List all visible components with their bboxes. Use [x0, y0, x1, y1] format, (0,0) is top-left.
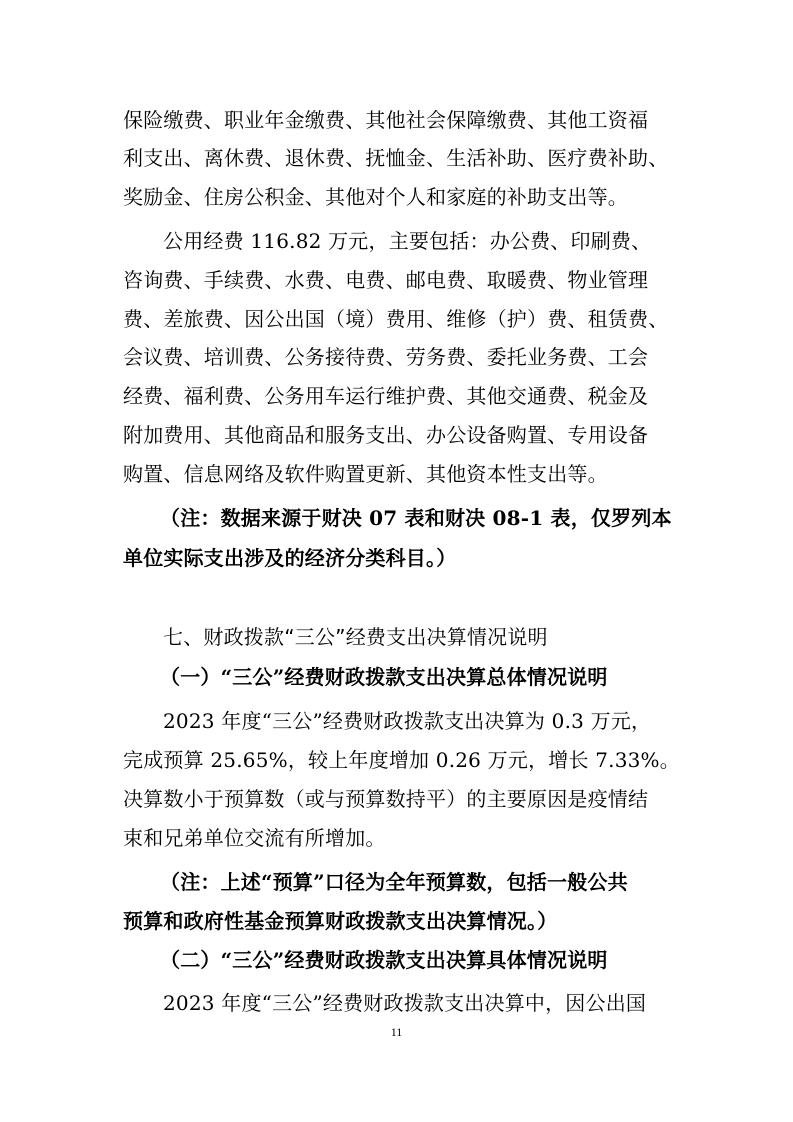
body-text-line: 利支出、离休费、退休费、抚恤金、生活补助、医疗费补助、	[123, 146, 669, 170]
body-text-line: 保险缴费、职业年金缴费、其他社会保障缴费、其他工资福	[123, 108, 649, 132]
body-text-line: 附加费用、其他商品和服务支出、办公设备购置、专用设备	[123, 423, 649, 447]
body-text-line: 公用经费 116.82 万元，主要包括：办公费、印刷费、	[163, 229, 652, 253]
note-line: （注：数据来源于财决 07 表和财决 08-1 表，仅罗列本	[160, 506, 672, 530]
section-heading: 七、财政拨款“三公”经费支出决算情况说明	[163, 625, 548, 649]
body-text-line: 完成预算 25.65%，较上年度增加 0.26 万元，增长 7.33%。	[123, 748, 680, 772]
body-text-line: 2023 年度“三公”经费财政拨款支出决算为 0.3 万元，	[163, 709, 652, 733]
page-number: 11	[390, 1025, 403, 1039]
body-text-line: 束和兄弟单位交流有所增加。	[123, 826, 386, 850]
subsection-heading: （二）“三公”经费财政拨款支出决算具体情况说明	[160, 948, 608, 972]
body-text-line: 2023 年度“三公”经费财政拨款支出决算中，因公出国	[163, 991, 647, 1015]
note-line: 单位实际支出涉及的经济分类科目。）	[123, 546, 457, 570]
note-line: 预算和政府性基金预算财政拨款支出决算情况。）	[123, 909, 558, 933]
body-text-line: 会议费、培训费、公务接待费、劳务费、委托业务费、工会	[123, 345, 649, 369]
body-text-line: 决算数小于预算数（或与预算数持平）的主要原因是疫情结	[123, 787, 649, 811]
subsection-heading: （一）“三公”经费财政拨款支出决算总体情况说明	[160, 665, 608, 689]
body-text-line: 咨询费、手续费、水费、电费、邮电费、取暖费、物业管理	[123, 268, 649, 292]
body-text-line: 经费、福利费、公务用车运行维护费、其他交通费、税金及	[123, 384, 649, 408]
body-text-line: 奖励金、住房公积金、其他对个人和家庭的补助支出等。	[123, 185, 628, 209]
body-text-line: 购置、信息网络及软件购置更新、其他资本性支出等。	[123, 462, 608, 486]
note-line: （注：上述“预算”口径为全年预算数，包括一般公共	[160, 870, 628, 894]
body-text-line: 费、差旅费、因公出国（境）费用、维修（护）费、租赁费、	[123, 307, 669, 331]
